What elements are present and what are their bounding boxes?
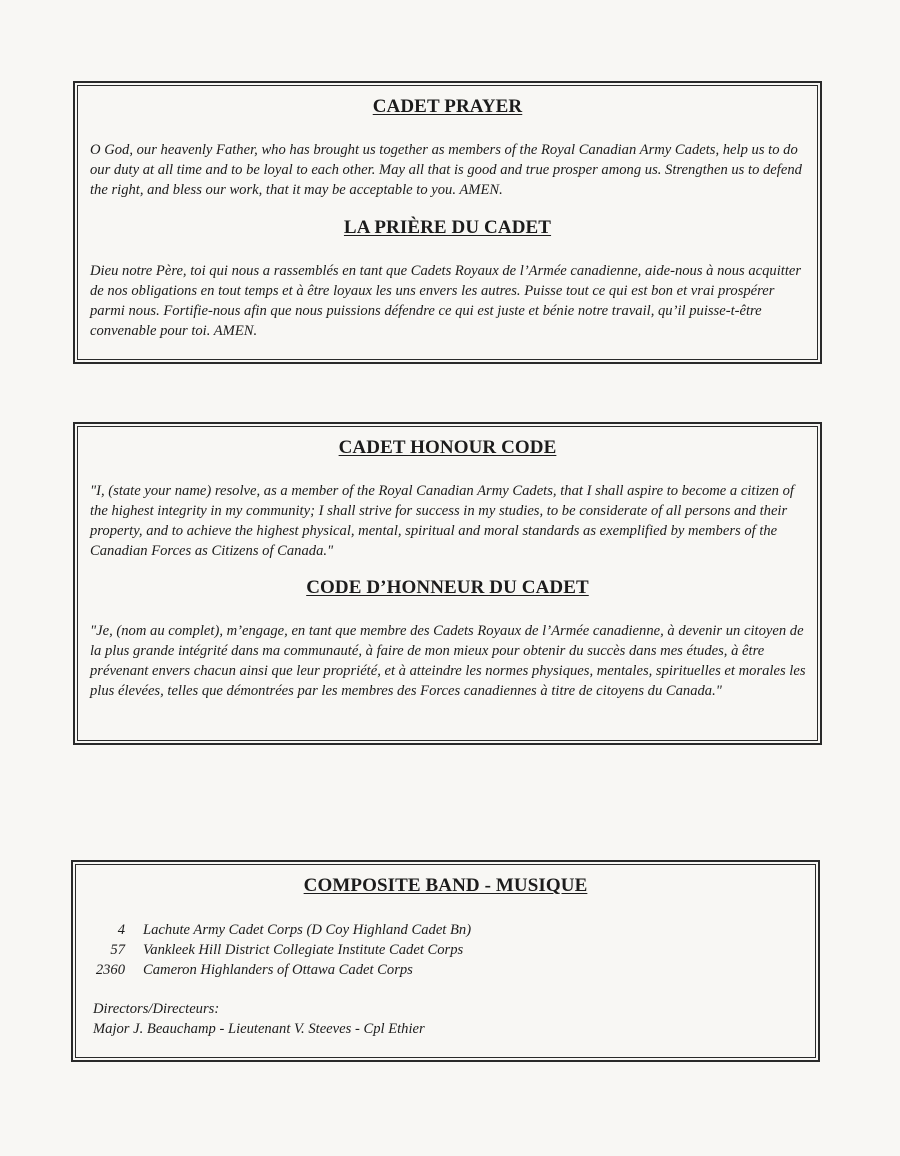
corps-name: Cameron Highlanders of Ottawa Cadet Corps: [143, 962, 413, 978]
corps-name: Lachute Army Cadet Corps (D Coy Highland Cadet Bn): [143, 922, 472, 938]
cadet-prayer-box: [73, 81, 822, 364]
cadet-honour-code-box: [73, 422, 822, 745]
corps-number: 2360: [95, 962, 125, 978]
directors-label: Directors/Directeurs:: [93, 1001, 220, 1017]
priere-du-cadet-title: LA PRIÈRE DU CADET: [343, 217, 552, 238]
priere-du-cadet-text: Dieu notre Père, toi qui nous a rassemblés en tant que Cadets Royaux de l’Armée canadienne, aide-nous à nous acquitter de nos obligations en tout temps et à être loyaux les uns envers les autres. Puisse tout ce qui est bon et vrai prospérer parmi nous. Fortifie-nous afin que nous puissions défendre ce qui est juste et bénie notre travail, qu’il puisse-t-être convenable pour toi. AMEN.: [90, 263, 802, 339]
corps-number: 4: [117, 922, 125, 938]
code-honneur-text: "Je, (nom au complet), m’engage, en tant que membre des Cadets Royaux de l’Armée canadienne, à devenir un citoyen de la plus grande intégrité dans ma communauté, à faire de mon mieux pour obtenir du succès dans mes études, à être prévenant envers chacun ainsi que leur propriété, et à atteindre les normes physiques, mentales, spirituelles et morales les plus élevées, telles que démontrées par les membres des Forces canadiennes à titre de citoyens du Canada.": [90, 623, 806, 699]
cadet-prayer-title: CADET PRAYER: [372, 96, 523, 117]
directors-names: Major J. Beauchamp - Lieutenant V. Steeves - Cpl Ethier: [93, 1021, 425, 1037]
composite-band-title: COMPOSITE BAND - MUSIQUE: [303, 875, 588, 896]
corps-name: Vankleek Hill District Collegiate Institute Cadet Corps: [143, 942, 464, 958]
cadet-honour-code-title: CADET HONOUR CODE: [338, 437, 557, 458]
band-directors: [93, 999, 425, 1039]
corps-number: 57: [110, 942, 125, 958]
band-corps-item: [93, 960, 471, 980]
code-honneur-title: CODE D’HONNEUR DU CADET: [306, 577, 589, 598]
band-corps-list: [93, 920, 471, 980]
band-corps-item: [93, 920, 471, 940]
cadet-honour-code-text: "I, (state your name) resolve, as a member of the Royal Canadian Army Cadets, that I shall aspire to become a citizen of the highest integrity in my community; I shall strive for success in my studies, to be considerate of all persons and their property, and to achieve the highest physical, mental, spiritual and moral standards as exemplified by members of the Canadian Forces as Citizens of Canada.": [90, 483, 794, 559]
cadet-prayer-text: O God, our heavenly Father, who has brought us together as members of the Royal Canadian Army Cadets, help us to do our duty at all time and to be loyal to each other. May all that is good and true prosper among us. Strengthen us to defend the right, and bless our work, that it may be acceptable to you. AMEN.: [90, 142, 802, 198]
band-corps-item: [93, 940, 471, 960]
composite-band-box: [71, 860, 820, 1062]
